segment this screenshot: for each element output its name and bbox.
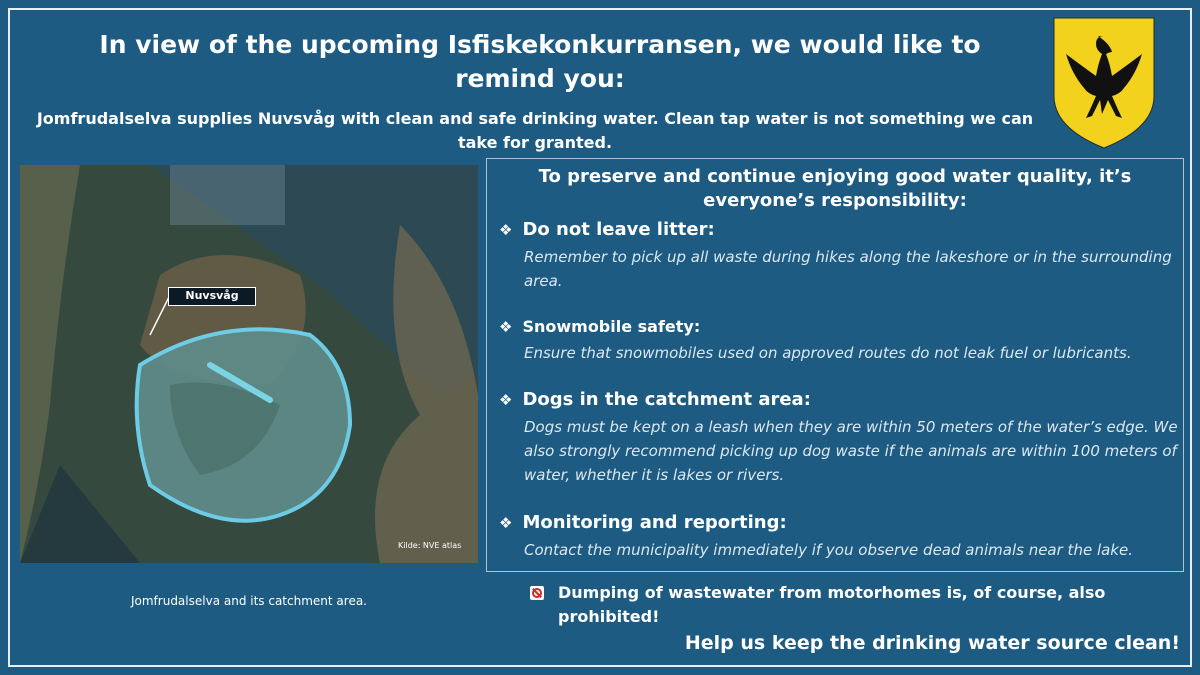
satellite-image (20, 165, 478, 563)
diamond-bullet-icon: ❖ (499, 390, 513, 409)
item-text: Remember to pick up all waste during hikes along the lakeshore or in the surrounding area. (524, 248, 1172, 290)
prohibition-note (530, 581, 1170, 629)
responsibility-panel (486, 158, 1184, 572)
item-heading-text: Monitoring and reporting: (522, 512, 787, 533)
item-text: Contact the municipality immediately if you observe dead animals near the lake. (524, 541, 1133, 559)
item-heading-text: Dogs in the catchment area: (522, 389, 811, 410)
item-heading (499, 389, 811, 410)
item-heading-text: Do not leave litter: (522, 219, 715, 240)
item-heading-text: Snowmobile safety: (522, 317, 701, 336)
diamond-bullet-icon: ❖ (499, 220, 513, 239)
diamond-bullet-icon: ❖ (499, 317, 513, 336)
prohibition-text: Dumping of wastewater from motorhomes is, of course, also prohibited! (558, 583, 1106, 626)
diamond-bullet-icon: ❖ (499, 513, 513, 532)
closing-message: Help us keep the drinking water source clean! (684, 632, 1180, 654)
item-heading (499, 219, 715, 240)
catchment-map (20, 165, 478, 563)
item-heading (499, 317, 700, 336)
item-text: Ensure that snowmobiles used on approved routes do not leak fuel or lubricants. (524, 344, 1132, 362)
municipal-crest-icon (1052, 16, 1156, 150)
prohibited-icon (530, 586, 544, 600)
item-heading (499, 512, 787, 533)
map-place-label: Nuvsvåg (168, 287, 256, 306)
intro-text: Jomfrudalselva supplies Nuvsvåg with clean and safe drinking water. Clean tap water is not something we can take for granted. (36, 109, 1034, 152)
item-text: Dogs must be kept on a leash when they are within 50 meters of the water’s edge. We also strongly recommend picking up dog waste if the animals are within 100 meters of water, whether it is lakes or rivers. (524, 418, 1178, 484)
page-title: In view of the upcoming Isfiskekonkurransen, we would like to remind you: (99, 30, 981, 93)
panel-title: To preserve and continue enjoying good water quality, it’s everyone’s responsibility: (538, 166, 1132, 211)
map-caption: Jomfrudalselva and its catchment area. (130, 594, 367, 608)
map-credit: Kilde: NVE atlas (398, 541, 462, 550)
